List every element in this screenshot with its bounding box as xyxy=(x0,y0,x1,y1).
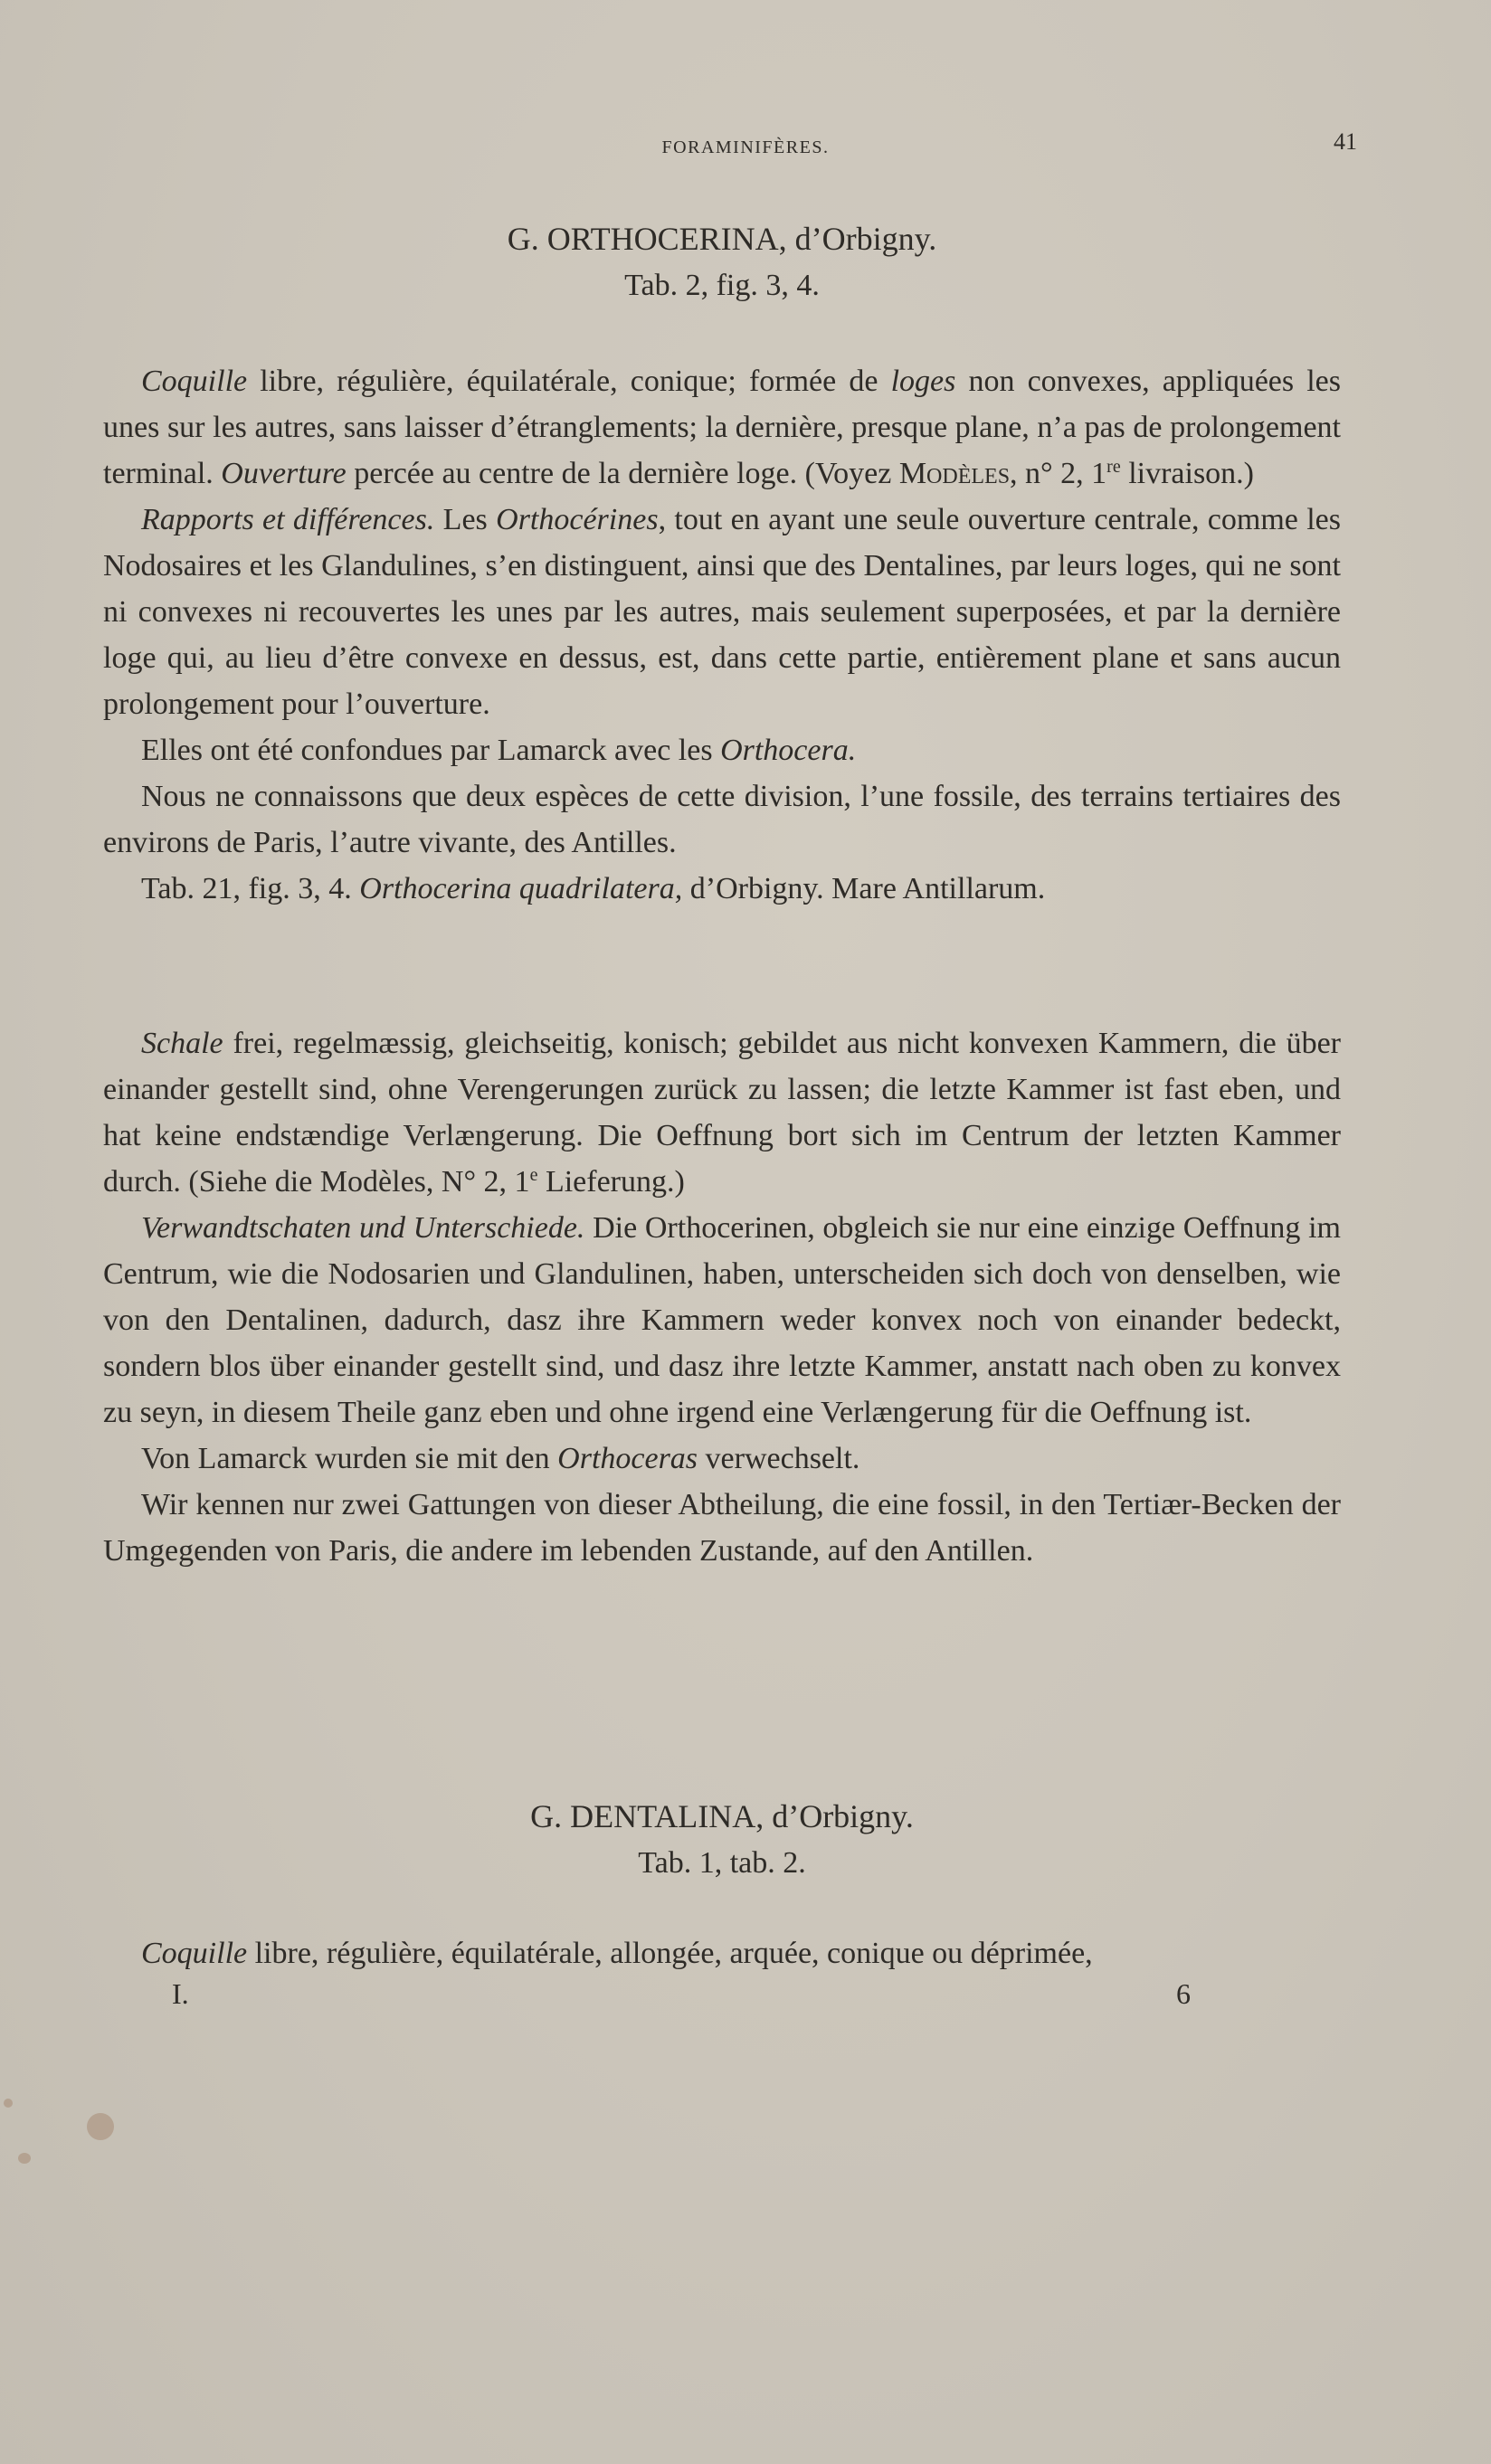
paragraph-schale: Schale frei, regelmæssig, gleichseitig, konisch; gebildet aus nicht konvexen Kammern, die über einander gestellt sind, ohne Verengerungen zurück zu lassen; die letzte Kammer ist fast eben, und hat keine endstændige Verlængerung. Die Oeffnung bort sich im Centrum der letzten Kammer durch. (Siehe die Modèles, N° 2, 1e Lieferung.) xyxy=(103,1027,1341,1199)
section-dentalina xyxy=(103,1793,1341,1887)
genus-heading: G. ORTHOCERINA, d’Orbigny. xyxy=(507,221,937,257)
paragraph-verwandtschaften: Verwandtschaten und Unterschiede. Die Orthocerinen, obgleich sie nur eine einzige Oeffnung im Centrum, wie die Nodosarien und Glandulinen, haben, unterscheiden sich doch von denselben, wie von den Dentalinen, dadurch, dasz ihre Kammern weder konvex noch von einander bedeckt, sondern blos über einander gestellt sind, und dasz ihre letzte Kammer, anstatt nach oben zu konvex zu seyn, in diesem Theile ganz eben und ohne irgend eine Verlængerung für die Oeffnung ist. xyxy=(103,1211,1342,1429)
paragraph-species-reference: Tab. 21, fig. 3, 4. Orthocerina quadrilatera, d’Orbigny. Mare Antillarum. xyxy=(141,872,1046,905)
genus-heading: G. DENTALINA, d’Orbigny. xyxy=(530,1798,914,1834)
sheet-number: 6 xyxy=(1176,1977,1191,2010)
paragraph-rapports: Rapports et différences. Les Orthocérines, tout en ayant une seule ouverture centrale, comme les Nodosaires et les Glandulines, s’en distinguent, ainsi que des Dentalines, par leurs loges, qui ne sont ni convexes ni recouvertes les unes par les autres, mais seulement superposées, et par la dernière loge qui, au lieu d’être convexe en dessus, est, dans cette partie, entièrement plane et sans aucun prolongement pour l’ouverture. xyxy=(103,503,1341,721)
foxing-stain xyxy=(18,2153,31,2164)
foxing-stain xyxy=(87,2113,114,2140)
paragraph-confondues: Elles ont été confondues par Lamarck avec les Orthocera. xyxy=(141,734,857,767)
paragraph-gattungen: Wir kennen nur zwei Gattungen von dieser Abtheilung, die eine fossil, in den Tertiær-Becken der Umgegenden von Paris, die andere im lebenden Zustande, auf den Antillen. xyxy=(103,1488,1341,1568)
plate-reference: Tab. 2, fig. 3, 4. xyxy=(624,269,820,302)
paragraph-coquille-dentalina: Coquille libre, régulière, équilatérale, allongée, arquée, conique ou déprimée, xyxy=(141,1937,1093,1970)
plate-reference: Tab. 1, tab. 2. xyxy=(638,1846,806,1880)
french-description xyxy=(103,358,1341,912)
section-orthocerina xyxy=(103,215,1341,309)
running-header: FORAMINIFÈRES. xyxy=(661,137,830,157)
paragraph-lamarck: Von Lamarck wurden sie mit den Orthoceras verwechselt. xyxy=(141,1442,860,1475)
german-description xyxy=(103,1020,1341,1574)
paragraph-coquille: Coquille libre, régulière, équilatérale, conique; formée de loges non convexes, appliquées les unes sur les autres, sans laisser d’étranglements; la dernière, presque plane, n’a pas de prolongement terminal. Ouverture percée au centre de la dernière loge. (Voyez Modèles, n° 2, 1re livraison.) xyxy=(103,365,1341,490)
foxing-stain xyxy=(4,2099,13,2108)
paragraph-especes: Nous ne connaissons que deux espèces de cette division, l’une fossile, des terrains tertiaires des environs de Paris, l’autre vivante, des Antilles. xyxy=(103,780,1341,859)
page-number: 41 xyxy=(1334,128,1357,155)
signature-mark: I. xyxy=(172,1977,189,2010)
dentalina-description xyxy=(103,1930,1341,1976)
